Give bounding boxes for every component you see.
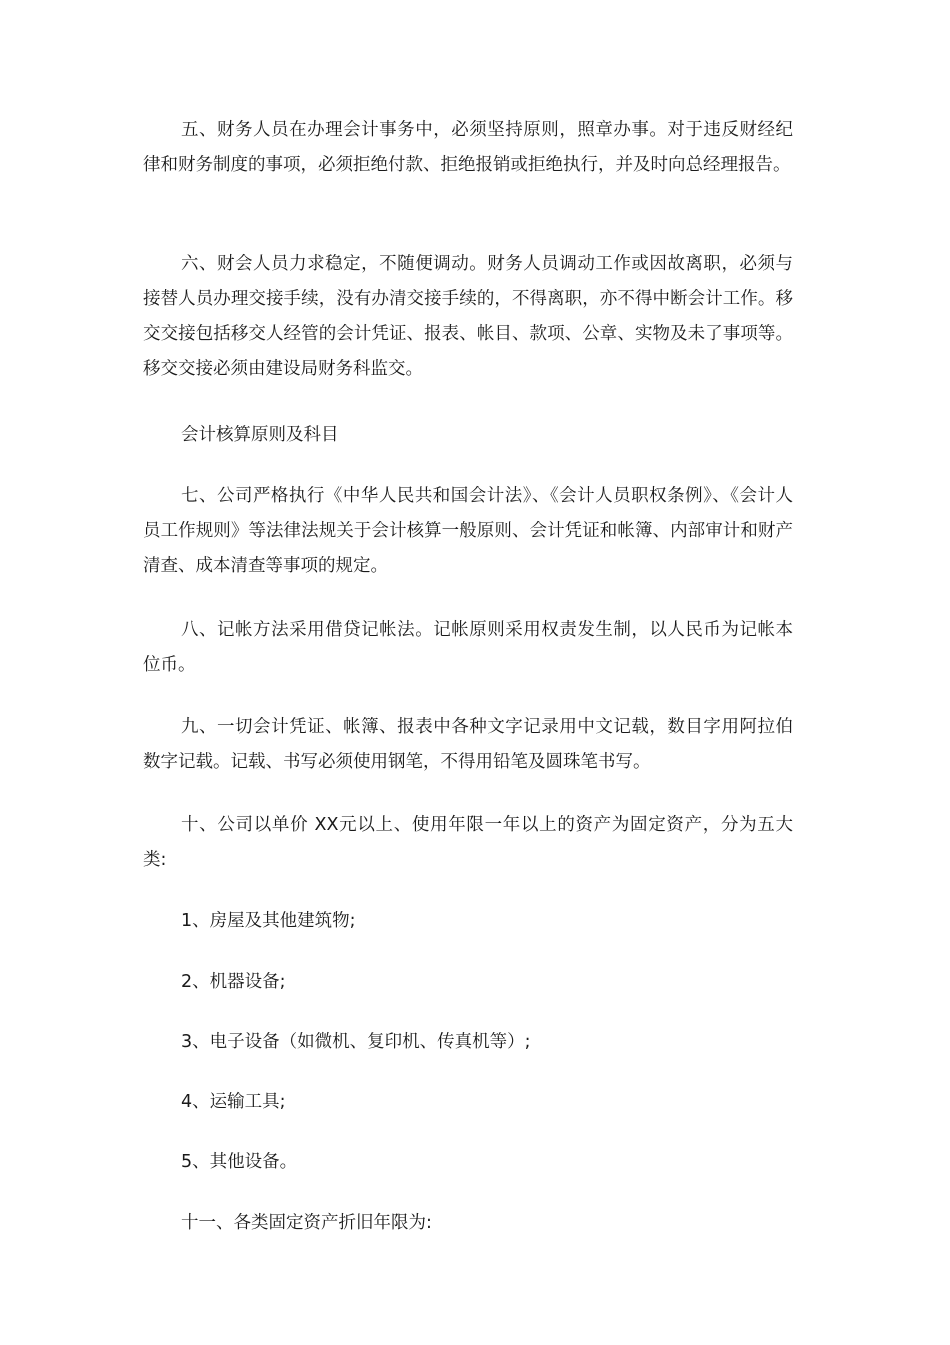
paragraph-10: 十、公司以单价 XX元以上、使用年限一年以上的资产为固定资产，分为五大类: [143, 815, 793, 870]
paragraph-11: 十一、各类固定资产折旧年限为: [181, 1213, 432, 1233]
paragraph-6: 六、财会人员力求稳定，不随便调动。财务人员调动工作或因故离职，必须与接替人员办理交接手续，没有办清交接手续的，不得离职，亦不得中断会计工作。移交交接包括移交人经管的会计凭证、报表、帐目、款项、公章、实物及未了事项等。移交交接必须由建设局财务科监交。 [143, 254, 793, 379]
list-item-2: 2、机器设备; [181, 972, 286, 992]
paragraph-7: 七、公司严格执行《中华人民共和国会计法》、《会计人员职权条例》、《会计人员工作规则》等法律法规关于会计核算一般原则、会计凭证和帐簿、内部审计和财产清查、成本清查等事项的规定。 [143, 486, 793, 576]
paragraph-5: 五、财务人员在办理会计事务中，必须坚持原则，照章办事。对于违反财经纪律和财务制度的事项，必须拒绝付款、拒绝报销或拒绝执行，并及时向总经理报告。 [143, 120, 793, 175]
list-item-4: 4、运输工具; [181, 1092, 286, 1112]
paragraph-9: 九、一切会计凭证、帐簿、报表中各种文字记录用中文记载，数目字用阿拉伯数字记载。记载、书写必须使用钢笔，不得用铅笔及圆珠笔书写。 [143, 717, 793, 772]
list-item-5: 5、其他设备。 [181, 1152, 298, 1172]
paragraph-8: 八、记帐方法采用借贷记帐法。记帐原则采用权责发生制，以人民币为记帐本位币。 [143, 620, 793, 675]
list-item-3: 3、电子设备（如微机、复印机、传真机等）; [181, 1032, 531, 1052]
section-heading: 会计核算原则及科目 [181, 425, 339, 445]
list-item-1: 1、房屋及其他建筑物; [181, 911, 356, 931]
